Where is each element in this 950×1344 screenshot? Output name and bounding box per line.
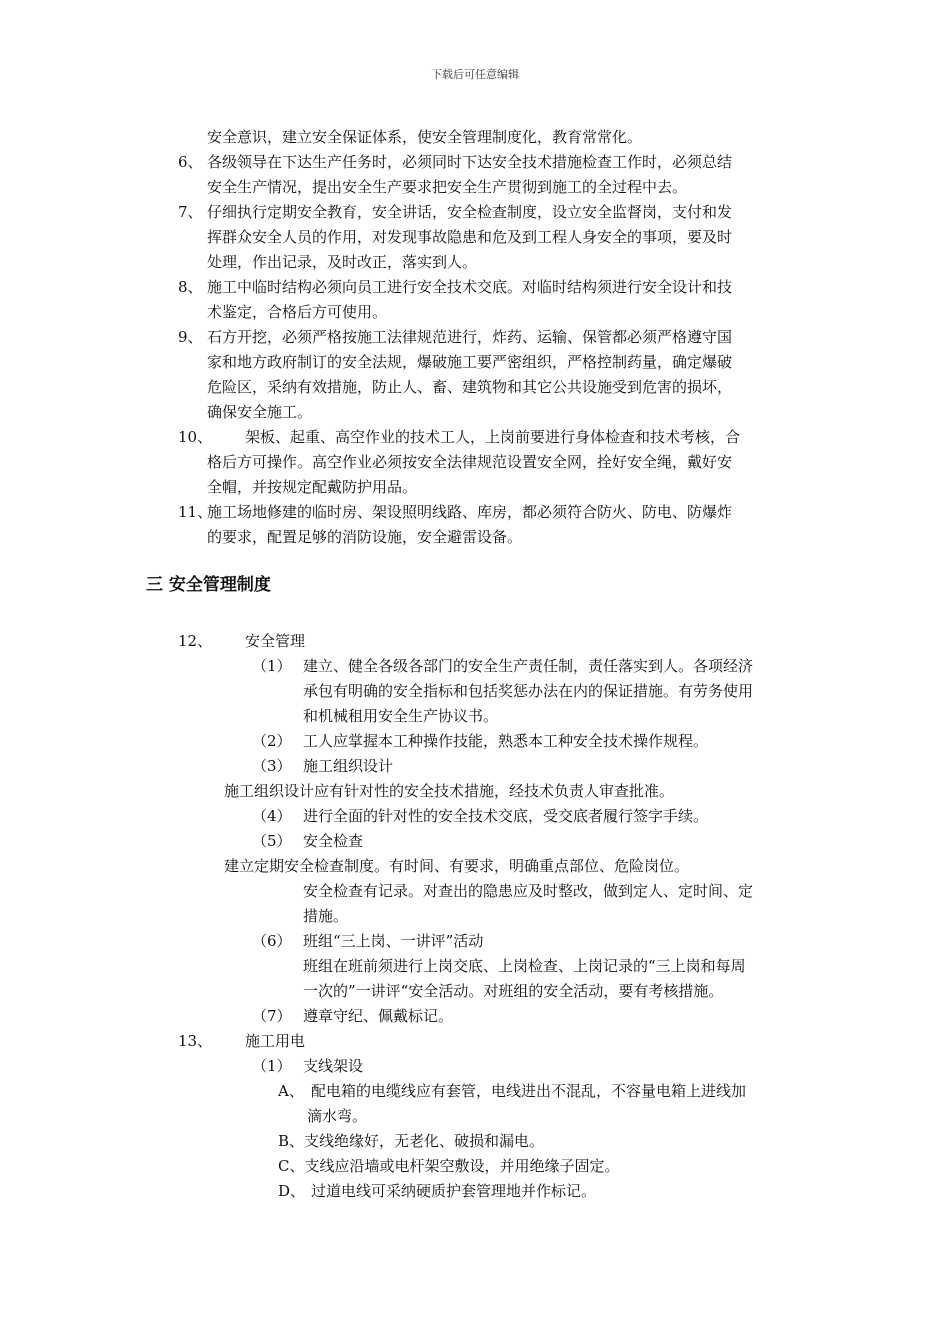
item-12-sub-1-number: （1） [252,657,292,675]
item-12-sub-4-text: 进行全面的针对性的安全技术交底，受交底者履行签字手续。 [303,807,709,825]
item-12-sub-7-number: （7） [252,1007,292,1025]
item-6-line-2: 安全生产情况，提出安全生产要求把安全生产贯彻到施工的全过程中去。 [207,178,688,196]
item-7-line-1: 仔细执行定期安全教育，安全讲话，安全检查制度，设立安全监督岗，支付和发 [207,203,733,221]
item-13-a-line-2: 滴水弯。 [307,1107,368,1125]
item-7-number: 7、 [178,203,203,221]
item-9-line-3: 危险区，采纳有效措施，防止人、畜、建筑物和其它公共设施受到危害的损坏， [207,378,733,396]
item-9-number: 9、 [178,328,203,346]
item-13-d-text: 过道电线可采纳硬质护套管理地并作标记。 [311,1182,597,1200]
item-12-sub-6-line-1: 班组在班前须进行上岗交底、上岗检查、上岗记录的“三上岗和每周 [303,957,746,975]
item-13-a-number: A、 [278,1082,304,1100]
item-12-sub-6-line-2: 一次的”一讲评“安全活动。对班组的安全活动，要有考核措施。 [303,982,724,1000]
item-10-line-3: 全帽，并按规定配戴防护用品。 [207,478,418,496]
item-12-sub-7-text: 遵章守纪、佩戴标记。 [303,1007,454,1025]
item-13-c-text: C、支线应沿墙或电杆架空敷设，并用绝缘子固定。 [278,1157,620,1175]
item-10-line-1: 架板、起重、高空作业的技术工人，上岗前要进行身体检查和技术考核，合 [245,428,741,446]
item-12-sub-5-number: （5） [252,832,292,850]
item-7-line-2: 挥群众安全人员的作用，对发现事故隐患和危及到工程人身安全的事项，要及时 [207,228,733,246]
item-12-sub-3-number: （3） [252,757,292,775]
item-6-number: 6、 [178,153,203,171]
item-12-sub-5-text: 安全检查 [303,832,364,850]
item-11-number: 11、 [178,503,213,521]
page-header: 下载后可任意编辑 [431,68,519,81]
item-12-sub-1-line-1: 建立、健全各级各部门的安全生产责任制，责任落实到人。各项经济 [303,657,754,675]
item-12-sub-3-note: 施工组织设计应有针对性的安全技术措施，经技术负责人审查批准。 [224,782,675,800]
item-8-line-2: 术鉴定，合格后方可使用。 [207,303,388,321]
item-12-sub-4-number: （4） [252,807,292,825]
item-12-sub-6-number: （6） [252,932,292,950]
item-9-line-1: 石方开挖，必须严格按施工法律规范进行，炸药、运输、保管都必须严格遵守国 [207,328,733,346]
item-12-sub-3-text: 施工组织设计 [303,757,394,775]
item-13-b-text: B、支线绝缘好，无老化、破损和漏电。 [278,1132,545,1150]
item-12-sub-1-line-2: 承包有明确的安全指标和包括奖惩办法在内的保证措施。有劳务使用 [303,682,754,700]
item-8-line-1: 施工中临时结构必须向员工进行安全技术交底。对临时结构须进行安全设计和技 [207,278,733,296]
item-11-line-2: 的要求，配置足够的消防设施，安全避雷设备。 [207,528,523,546]
item-9-line-2: 家和地方政府制订的安全法规，爆破施工要严密组织，严格控制药量，确定爆破 [207,353,733,371]
section-heading: 三 安全管理制度 [146,575,271,595]
item-13-number: 13、 [178,1032,213,1050]
item-6-line-1: 各级领导在下达生产任务时，必须同时下达安全技术措施检查工作时，必须总结 [207,153,733,171]
item-13-a-line-1: 配电箱的电缆线应有套管，电线进出不混乱，不容量电箱上进线加 [311,1082,747,1100]
item-12-sub-2-number: （2） [252,732,292,750]
item-9-line-4: 确保安全施工。 [207,403,313,421]
item-12-sub-5-note: 建立定期安全检查制度。有时间、有要求，明确重点部位、危险岗位。 [224,857,690,875]
item-13-sub-1-text: 支线架设 [303,1057,364,1075]
item-13-sub-1-number: （1） [252,1057,292,1075]
item-11-line-1: 施工场地修建的临时房、架设照明线路、库房，都必须符合防火、防电、防爆炸 [207,503,733,521]
item-12-sub-6-text: 班组“三上岗、一讲评”活动 [303,932,484,950]
item-12-number: 12、 [178,632,213,650]
item-8-number: 8、 [178,278,203,296]
item-10-line-2: 格后方可操作。高空作业必须按安全法律规范设置安全网，拴好安全绳，戴好安 [207,453,733,471]
item-7-line-3: 处理，作出记录，及时改正，落实到人。 [207,253,478,271]
item-10-number: 10、 [178,428,213,446]
item-12-title: 安全管理 [245,632,306,650]
item-12-sub-5-line-1: 安全检查有记录。对查出的隐患应及时整改，做到定人、定时间、定 [303,882,754,900]
item-12-sub-1-line-3: 和机械租用安全生产协议书。 [303,707,499,725]
item-5-continuation: 安全意识，建立安全保证体系，使安全管理制度化，教育常常化。 [207,128,643,146]
item-13-title: 施工用电 [245,1032,306,1050]
item-13-d-number: D、 [278,1182,306,1200]
item-12-sub-2-text: 工人应掌握本工种操作技能，熟悉本工种安全技术操作规程。 [303,732,709,750]
item-12-sub-5-line-2: 措施。 [303,907,349,925]
